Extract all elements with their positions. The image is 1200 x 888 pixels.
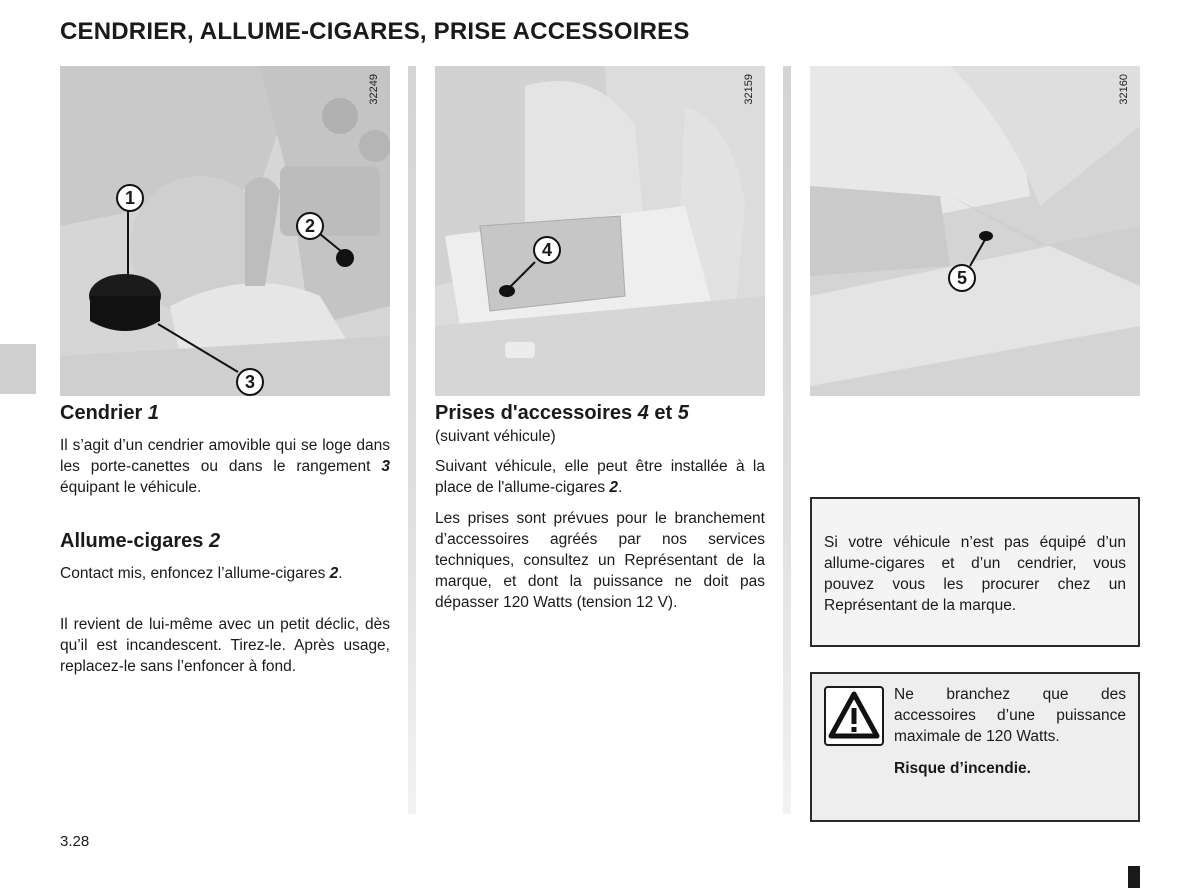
- page-corner-mark: [1128, 866, 1140, 888]
- callout-2: 2: [296, 212, 324, 240]
- paragraph-prises-1: Suivant véhicule, elle peut être installée à la place de l'allume-cigares 2.: [435, 458, 765, 496]
- chapter-tab: [0, 344, 36, 394]
- column-divider: [408, 66, 416, 814]
- paragraph-allume-cigares-1: Contact mis, enfoncez l’allume-cigares 2.: [60, 565, 343, 582]
- callout-5: 5: [948, 264, 976, 292]
- section-heading-allume-cigares: Allume-cigares 2: [60, 530, 221, 552]
- callout-4: 4: [533, 236, 561, 264]
- figure-ref-number: 32160: [1118, 74, 1130, 105]
- paragraph-allume-cigares-2: Il revient de lui-même avec un petit déclic, dès qu’il est incandescent. Tirez-le. Après usage, replacez-le sans l’enfoncer à fond.: [60, 616, 390, 675]
- paragraph-cendrier: Il s’agit d’un cendrier amovible qui se loge dans les porte-canettes ou dans le rangement 3 équipant le véhicule.: [60, 437, 390, 496]
- section-heading-prises: Prises d'accessoires 4 et 5: [435, 402, 689, 424]
- warning-triangle-icon: [824, 686, 884, 746]
- warning-text: Ne branchez que des accessoires d’une puissance maximale de 120 Watts.: [894, 686, 1126, 745]
- page-title: CENDRIER, ALLUME-CIGARES, PRISE ACCESSOIRES: [60, 18, 690, 45]
- warning-box: [810, 672, 1140, 822]
- figure-accessory-socket-console: [435, 66, 765, 396]
- callout-1: 1: [116, 184, 144, 212]
- page-number: 3.28: [60, 833, 90, 850]
- paragraph-prises-2: Les prises sont prévues pour le branchement d’accessoires agréés par nos services techniques, consultez un Représentant de la marque, et dont la puissance ne doit pas dépasser 120 Watts (tension 12 V).: [435, 510, 765, 611]
- figure-ashtray-console: [60, 66, 390, 396]
- section-subtitle: (suivant véhicule): [435, 428, 556, 445]
- figure-accessory-socket-trunk: [810, 66, 1140, 396]
- column-divider: [783, 66, 791, 814]
- figure-ref-number: 32249: [368, 74, 380, 105]
- warning-bold-text: Risque d’incendie.: [894, 760, 1031, 777]
- figure-ref-number: 32159: [743, 74, 755, 105]
- callout-3: 3: [236, 368, 264, 396]
- info-note-text: Si votre véhicule n’est pas équipé d’un allume-cigares et d’un cendrier, vous pouvez vous les procurer chez un Représentant de la marque.: [824, 534, 1126, 614]
- info-note-box: [810, 497, 1140, 647]
- section-heading-cendrier: Cendrier 1: [60, 402, 159, 424]
